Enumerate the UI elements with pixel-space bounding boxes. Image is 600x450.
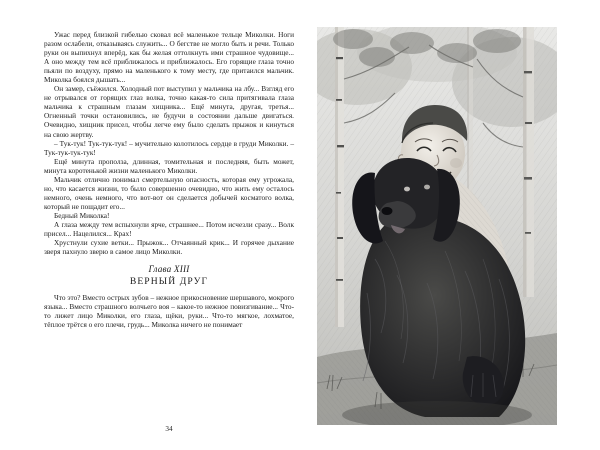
chapter-title: ВЕРНЫЙ ДРУГ — [129, 276, 209, 288]
paragraph: Он замер, съёжился. Холодный пот выступил у мальчика на лбу... Взгляд его не отрывался от горящих глаз волка, точно какая-то сила притягивала глаза мальчика к страшным глазам хищника... Ещё минута, другая, третья... Огненный точки остановились, не будучи в состоянии дальше двигаться. Очевидно, хищник присел, чтобы легче ему было сделать прыжок и кинуться на свою жертву. — [44, 84, 294, 139]
paragraph: Бедный Миколка! — [54, 210, 110, 220]
paragraph: Хрустнули сухие ветки... Прыжок... Отчаянный крик... И горячее дыхание зверя пахнуло зверю в самое лицо Миколки. — [44, 238, 294, 257]
chapter-heading — [44, 265, 294, 286]
page-text-column — [44, 30, 294, 329]
paragraph: Ужас перед близкой гибелью сковал всё маленькое тельце Миколки. Ноги разом ослабели, отказываясь служить... О бегстве не могло быть и речи. Только руки он выпихнул вперёд, как бы желая оттолкнуть ими страшное чудовище... А оно между тем всё приближалось и приближалось. Его горящие глаза точно пьяли по воздуху, прямо на маленького к тому месту, где притаился мальчик. Миколка боялся дышать... — [44, 30, 294, 85]
paragraph: А глаза между тем вспыхнули ярче, страшнее... Потом исчезли сразу... Волк присел... Нацелился... Крах! — [44, 219, 294, 239]
paragraph: Мальчик отлично понимал смертельную опасность, которая ему угрожала, но, что касается жизни, то было совершенно очевидно, что жить ему осталось немного, очень немного, что вот-вот он сделается добычей косматого волка, который не пощадит его... — [44, 174, 294, 211]
paragraph: – Тук-тук! Тук-тук-тук! – мучительно колотилось сердце в груди Миколки. – Тук-тук-тук-тук! — [44, 138, 294, 157]
paragraph: Что это? Вместо острых зубов – нежное прикосновение шершавого, мокрого языка... Вместо страшного волчьего воя – какое-то нежное повизгивание... Что-то лижет лицо Миколки, его глаза, щёки, руки... Что-то мягкое, лохматое, тёплое трётся о его плечи, грудь... Миколка ничего не понимает — [44, 293, 294, 330]
paragraph: Ещё минута прополза, длинная, томительная и последняя, быть может, минута коротенькой жизни маленького Миколки. — [44, 156, 294, 175]
chapter-number: Глава XIII — [148, 264, 190, 275]
page-number: 34 — [165, 425, 173, 433]
boy-hugging-dog-illustration — [317, 27, 557, 425]
